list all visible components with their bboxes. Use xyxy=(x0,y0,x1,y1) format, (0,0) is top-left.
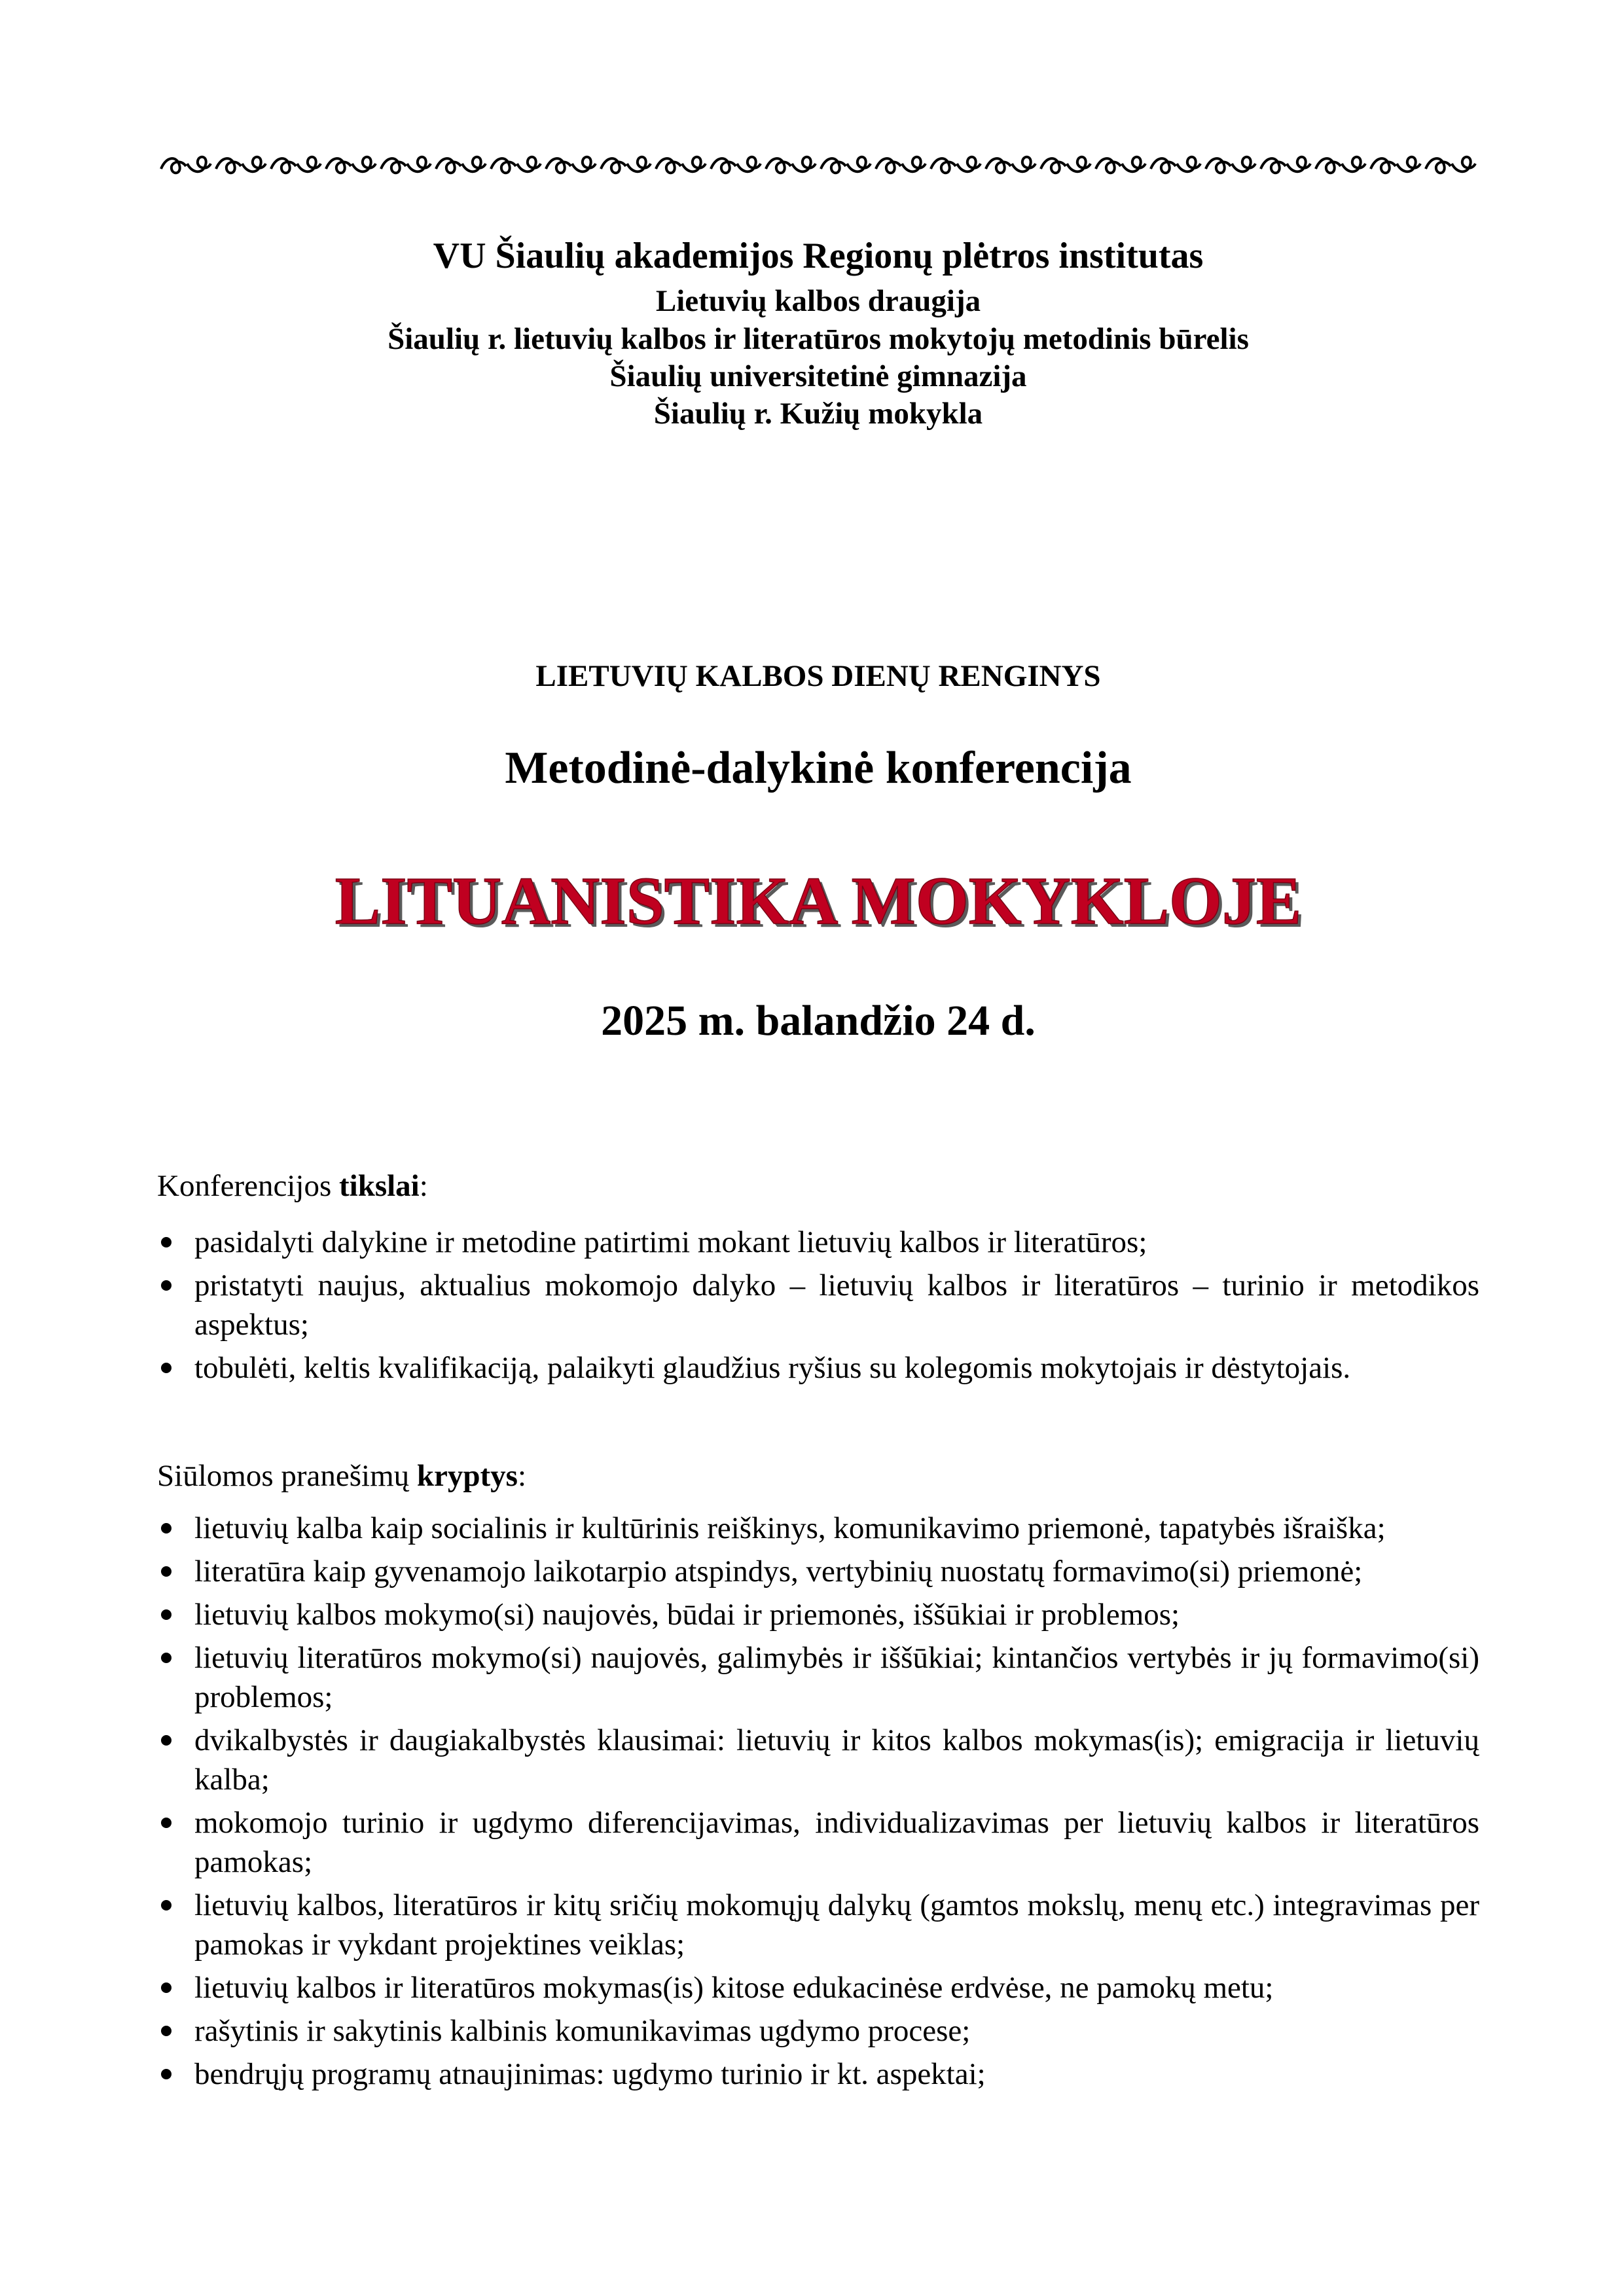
list-item xyxy=(157,1886,1479,1964)
directions-heading-bold: kryptys xyxy=(416,1459,518,1493)
list-item-text: pasidalyti dalykine ir metodine patirtimi mokant lietuvių kalbos ir literatūros; xyxy=(194,1225,1147,1259)
bullet-icon xyxy=(161,1818,171,1828)
organizer-line: Lietuvių kalbos draugija xyxy=(655,284,981,318)
bullet-icon xyxy=(161,1363,171,1373)
list-item xyxy=(157,2054,1479,2094)
conference-date: 2025 m. balandžio 24 d. xyxy=(601,997,1036,1045)
list-item xyxy=(157,2011,1479,2051)
list-item xyxy=(157,1509,1479,1548)
goals-heading xyxy=(157,1167,1479,1205)
list-item xyxy=(157,1552,1479,1591)
list-item-text: rašytinis ir sakytinis kalbinis komunikavimas ugdymo procese; xyxy=(194,2014,971,2048)
bullet-icon xyxy=(161,1566,171,1577)
list-item xyxy=(157,1721,1479,1799)
bullet-icon xyxy=(161,1982,171,1993)
list-item xyxy=(157,1595,1479,1634)
list-item-text: bendrųjų programų atnaujinimas: ugdymo turinio ir kt. aspektai; xyxy=(194,2057,986,2091)
bullet-icon xyxy=(161,2026,171,2036)
event-label: LIETUVIŲ KALBOS DIENŲ RENGINYS xyxy=(535,659,1101,693)
list-item xyxy=(157,1638,1479,1717)
organizer-main: VU Šiaulių akademijos Regionų plėtros institutas xyxy=(433,236,1204,276)
list-item-text: pristatyti naujus, aktualius mokomojo dalyko – lietuvių kalbos ir literatūros – turinio ir metodikos aspektus; xyxy=(194,1268,1479,1342)
list-item xyxy=(157,1266,1479,1344)
goals-heading-suffix: : xyxy=(419,1169,428,1203)
list-item-text: lietuvių kalbos ir literatūros mokymas(is) kitose edukacinėse erdvėse, ne pamokų metu; xyxy=(194,1971,1274,2005)
directions-heading-suffix: : xyxy=(517,1459,527,1493)
organizer-line: Šiaulių universitetinė gimnazija xyxy=(609,359,1027,393)
list-item-text: lietuvių kalbos mokymo(si) naujovės, būdai ir priemonės, iššūkiai ir problemos; xyxy=(194,1598,1180,1632)
list-item-text: dvikalbystės ir daugiakalbystės klausimai: lietuvių ir kitos kalbos mokymas(is); emigracija ir lietuvių kalba; xyxy=(194,1723,1479,1797)
list-item-text: mokomojo turinio ir ugdymo diferencijavimas, individualizavimas per lietuvių kalbos ir literatūros pamokas; xyxy=(194,1806,1479,1879)
list-item-text: lietuvių kalba kaip socialinis ir kultūrinis reiškinys, komunikavimo priemonė, tapatybės išraiška; xyxy=(194,1511,1386,1545)
bullet-icon xyxy=(161,2069,171,2079)
list-item-text: lietuvių kalbos, literatūros ir kitų sričių mokomųjų dalykų (gamtos mokslų, menų etc.) integravimas per pamokas ir vykdant projektines veiklas; xyxy=(194,1888,1479,1962)
bullet-icon xyxy=(161,1237,171,1247)
organizer-line: Šiaulių r. lietuvių kalbos ir literatūros mokytojų metodinis būrelis xyxy=(388,322,1249,356)
list-item xyxy=(157,1803,1479,1882)
bullet-icon xyxy=(161,1735,171,1746)
conference-type: Metodinė-dalykinė konferencija xyxy=(505,743,1132,793)
bullet-icon xyxy=(161,1653,171,1663)
list-item-text: tobulėti, keltis kvalifikaciją, palaikyti glaudžius ryšius su kolegomis mokytojais ir dėstytojais. xyxy=(194,1351,1351,1385)
bullet-icon xyxy=(161,1523,171,1534)
decorative-border-ornament xyxy=(157,149,1479,181)
organizer-line: Šiaulių r. Kužių mokykla xyxy=(653,397,983,431)
list-item xyxy=(157,1968,1479,2007)
goals-heading-prefix: Konferencijos xyxy=(157,1169,339,1203)
directions-heading xyxy=(157,1457,1479,1495)
conference-title: LITUANISTIKA MOKYKLOJE xyxy=(334,863,1302,939)
list-item xyxy=(157,1223,1479,1262)
bullet-icon xyxy=(161,1900,171,1910)
goals-heading-bold: tikslai xyxy=(338,1169,420,1203)
bullet-icon xyxy=(161,1280,171,1291)
directions-heading-prefix: Siūlomos pranešimų xyxy=(157,1459,417,1493)
directions-list xyxy=(157,1509,1479,2098)
goals-list xyxy=(157,1223,1479,1391)
bullet-icon xyxy=(161,1609,171,1620)
list-item-text: lietuvių literatūros mokymo(si) naujovės, galimybės ir iššūkiai; kintančios vertybės ir jų formavimo(si) problemos; xyxy=(194,1641,1479,1714)
list-item-text: literatūra kaip gyvenamojo laikotarpio atspindys, vertybinių nuostatų formavimo(si) priemonė; xyxy=(194,1554,1363,1588)
list-item xyxy=(157,1348,1479,1388)
